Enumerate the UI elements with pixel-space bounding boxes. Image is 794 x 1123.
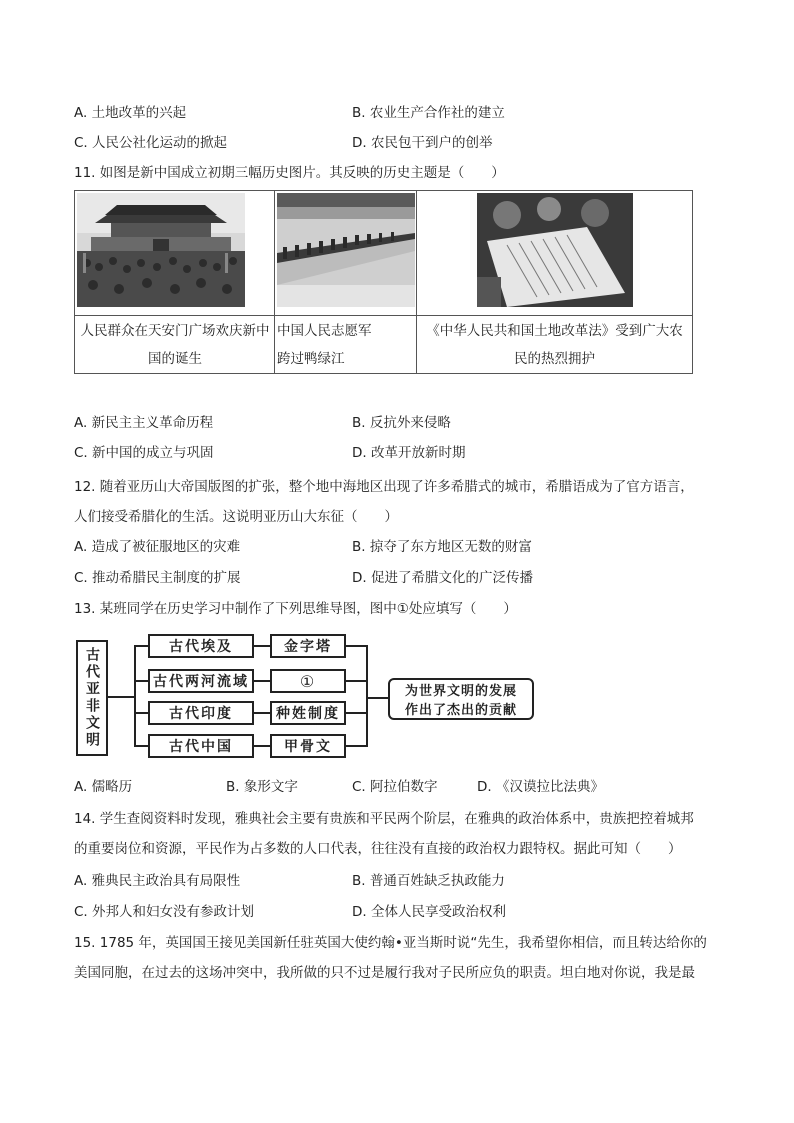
caption-land-reform-line2: 民的热烈拥护 (514, 351, 595, 367)
connector-line (366, 697, 388, 699)
connector-line (346, 745, 368, 747)
q12-option-c: C. 推动希腊民主制度的扩展 (74, 570, 241, 586)
cell-divider (75, 315, 274, 316)
q10-option-b: B. 农业生产合作社的建立 (352, 105, 505, 121)
q11-option-d: D. 改革开放新时期 (352, 445, 466, 461)
photo-cell-tiananmen (75, 191, 275, 373)
connector-line (254, 745, 270, 747)
mindmap-civ-china: 古代中国 (148, 734, 254, 758)
connector-line (254, 645, 270, 647)
caption-volunteers-line1: 中国人民志愿军 (277, 323, 372, 339)
land-reform-photo (477, 193, 633, 307)
caption-land-reform-line1: 《中华人民共和国土地改革法》受到广大农 (426, 323, 683, 339)
photo-cell-volunteers (275, 191, 417, 373)
mindmap-conclusion-line2: 作出了杰出的贡献 (404, 703, 517, 718)
q12-option-a: A. 造成了被征服地区的灾难 (74, 539, 241, 555)
q14-option-b: B. 普通百姓缺乏执政能力 (352, 873, 505, 889)
q13-option-b: B. 象形文字 (226, 779, 298, 795)
caption-land-reform (417, 317, 692, 373)
caption-volunteers-line2: 跨过鸭绿江 (277, 351, 345, 367)
q12-option-b: B. 掠夺了东方地区无数的财富 (352, 539, 532, 555)
mindmap-conclusion-line1: 为世界文明的发展 (404, 684, 517, 699)
q13-option-d: D. 《汉谟拉比法典》 (477, 779, 604, 795)
q13-stem: 13. 某班同学在历史学习中制作了下列思维导图，图中①处应填写（ ） (74, 601, 517, 617)
mindmap-civ-mesopotamia: 古代两河流域 (148, 669, 254, 693)
q10-option-a: A. 土地改革的兴起 (74, 105, 187, 121)
caption-tiananmen-line2: 国的诞生 (148, 351, 202, 367)
mindmap-achievement-blank: ① (270, 669, 346, 693)
q13-option-a: A. 儒略历 (74, 779, 133, 795)
connector-line (346, 680, 368, 682)
q14-option-c: C. 外邦人和妇女没有参政计划 (74, 904, 255, 920)
mindmap-civ-india: 古代印度 (148, 701, 254, 725)
photo-table (74, 190, 693, 374)
connector-line (254, 712, 270, 714)
mindmap-conclusion (388, 678, 534, 720)
q11-option-a: A. 新民主主义革命历程 (74, 415, 214, 431)
mindmap-achievement-oracle: 甲骨文 (270, 734, 346, 758)
caption-volunteers (277, 317, 415, 373)
cell-divider (275, 315, 416, 316)
mindmap-civ-egypt: 古代埃及 (148, 634, 254, 658)
connector-line (134, 680, 148, 682)
q13-option-c: C. 阿拉伯数字 (352, 779, 438, 795)
q14-stem-line1: 14. 学生查阅资料时发现，雅典社会主要有贵族和平民两个阶层，在雅典的政治体系中，贵族把控着城邦 (74, 811, 694, 827)
q11-option-c: C. 新中国的成立与巩固 (74, 445, 214, 461)
mindmap-root: 古代亚非文明 (76, 640, 108, 756)
caption-tiananmen-line1: 人民群众在天安门广场欢庆新中 (80, 323, 270, 339)
connector-line (134, 712, 148, 714)
cell-divider (417, 315, 692, 316)
connector-line (346, 645, 368, 647)
connector-line (134, 645, 136, 747)
connector-line (134, 645, 148, 647)
yalu-river-photo (277, 193, 415, 307)
connector-line (134, 745, 148, 747)
q14-stem-line2: 的重要岗位和资源，平民作为占多数的人口代表，往往没有直接的政治权力跟特权。据此可知（ ） (74, 841, 682, 857)
q14-option-a: A. 雅典民主政治具有局限性 (74, 873, 241, 889)
q11-stem: 11. 如图是新中国成立初期三幅历史图片。其反映的历史主题是（ ） (74, 165, 505, 181)
tiananmen-photo (77, 193, 245, 307)
q10-option-c: C. 人民公社化运动的掀起 (74, 135, 228, 151)
photo-cell-land-reform (417, 191, 692, 373)
q14-option-d: D. 全体人民享受政治权利 (352, 904, 506, 920)
q15-stem-line2: 美国同胞，在过去的这场冲突中，我所做的只不过是履行我对子民所应负的职责。坦白地对你说，我是最 (74, 965, 695, 981)
mindmap-achievement-pyramid: 金字塔 (270, 634, 346, 658)
q10-option-d: D. 农民包干到户的创举 (352, 135, 493, 151)
connector-line (346, 712, 368, 714)
connector-line (254, 680, 270, 682)
q12-stem-line1: 12. 随着亚历山大帝国版图的扩张，整个地中海地区出现了许多希腊式的城市，希腊语成为了官方语言， (74, 479, 694, 495)
q11-option-b: B. 反抗外来侵略 (352, 415, 451, 431)
mindmap-achievement-caste: 种姓制度 (270, 701, 346, 725)
connector-line (366, 645, 368, 747)
q12-option-d: D. 促进了希腊文化的广泛传播 (352, 570, 533, 586)
q12-stem-line2: 人们接受希腊化的生活。这说明亚历山大东征（ ） (74, 509, 398, 525)
caption-tiananmen (77, 317, 273, 373)
connector-line (108, 696, 134, 698)
q15-stem-line1: 15. 1785 年，英国国王接见美国新任驻英国大使约翰•亚当斯时说“先生，我希望你相信，而且转达给你的 (74, 935, 707, 951)
